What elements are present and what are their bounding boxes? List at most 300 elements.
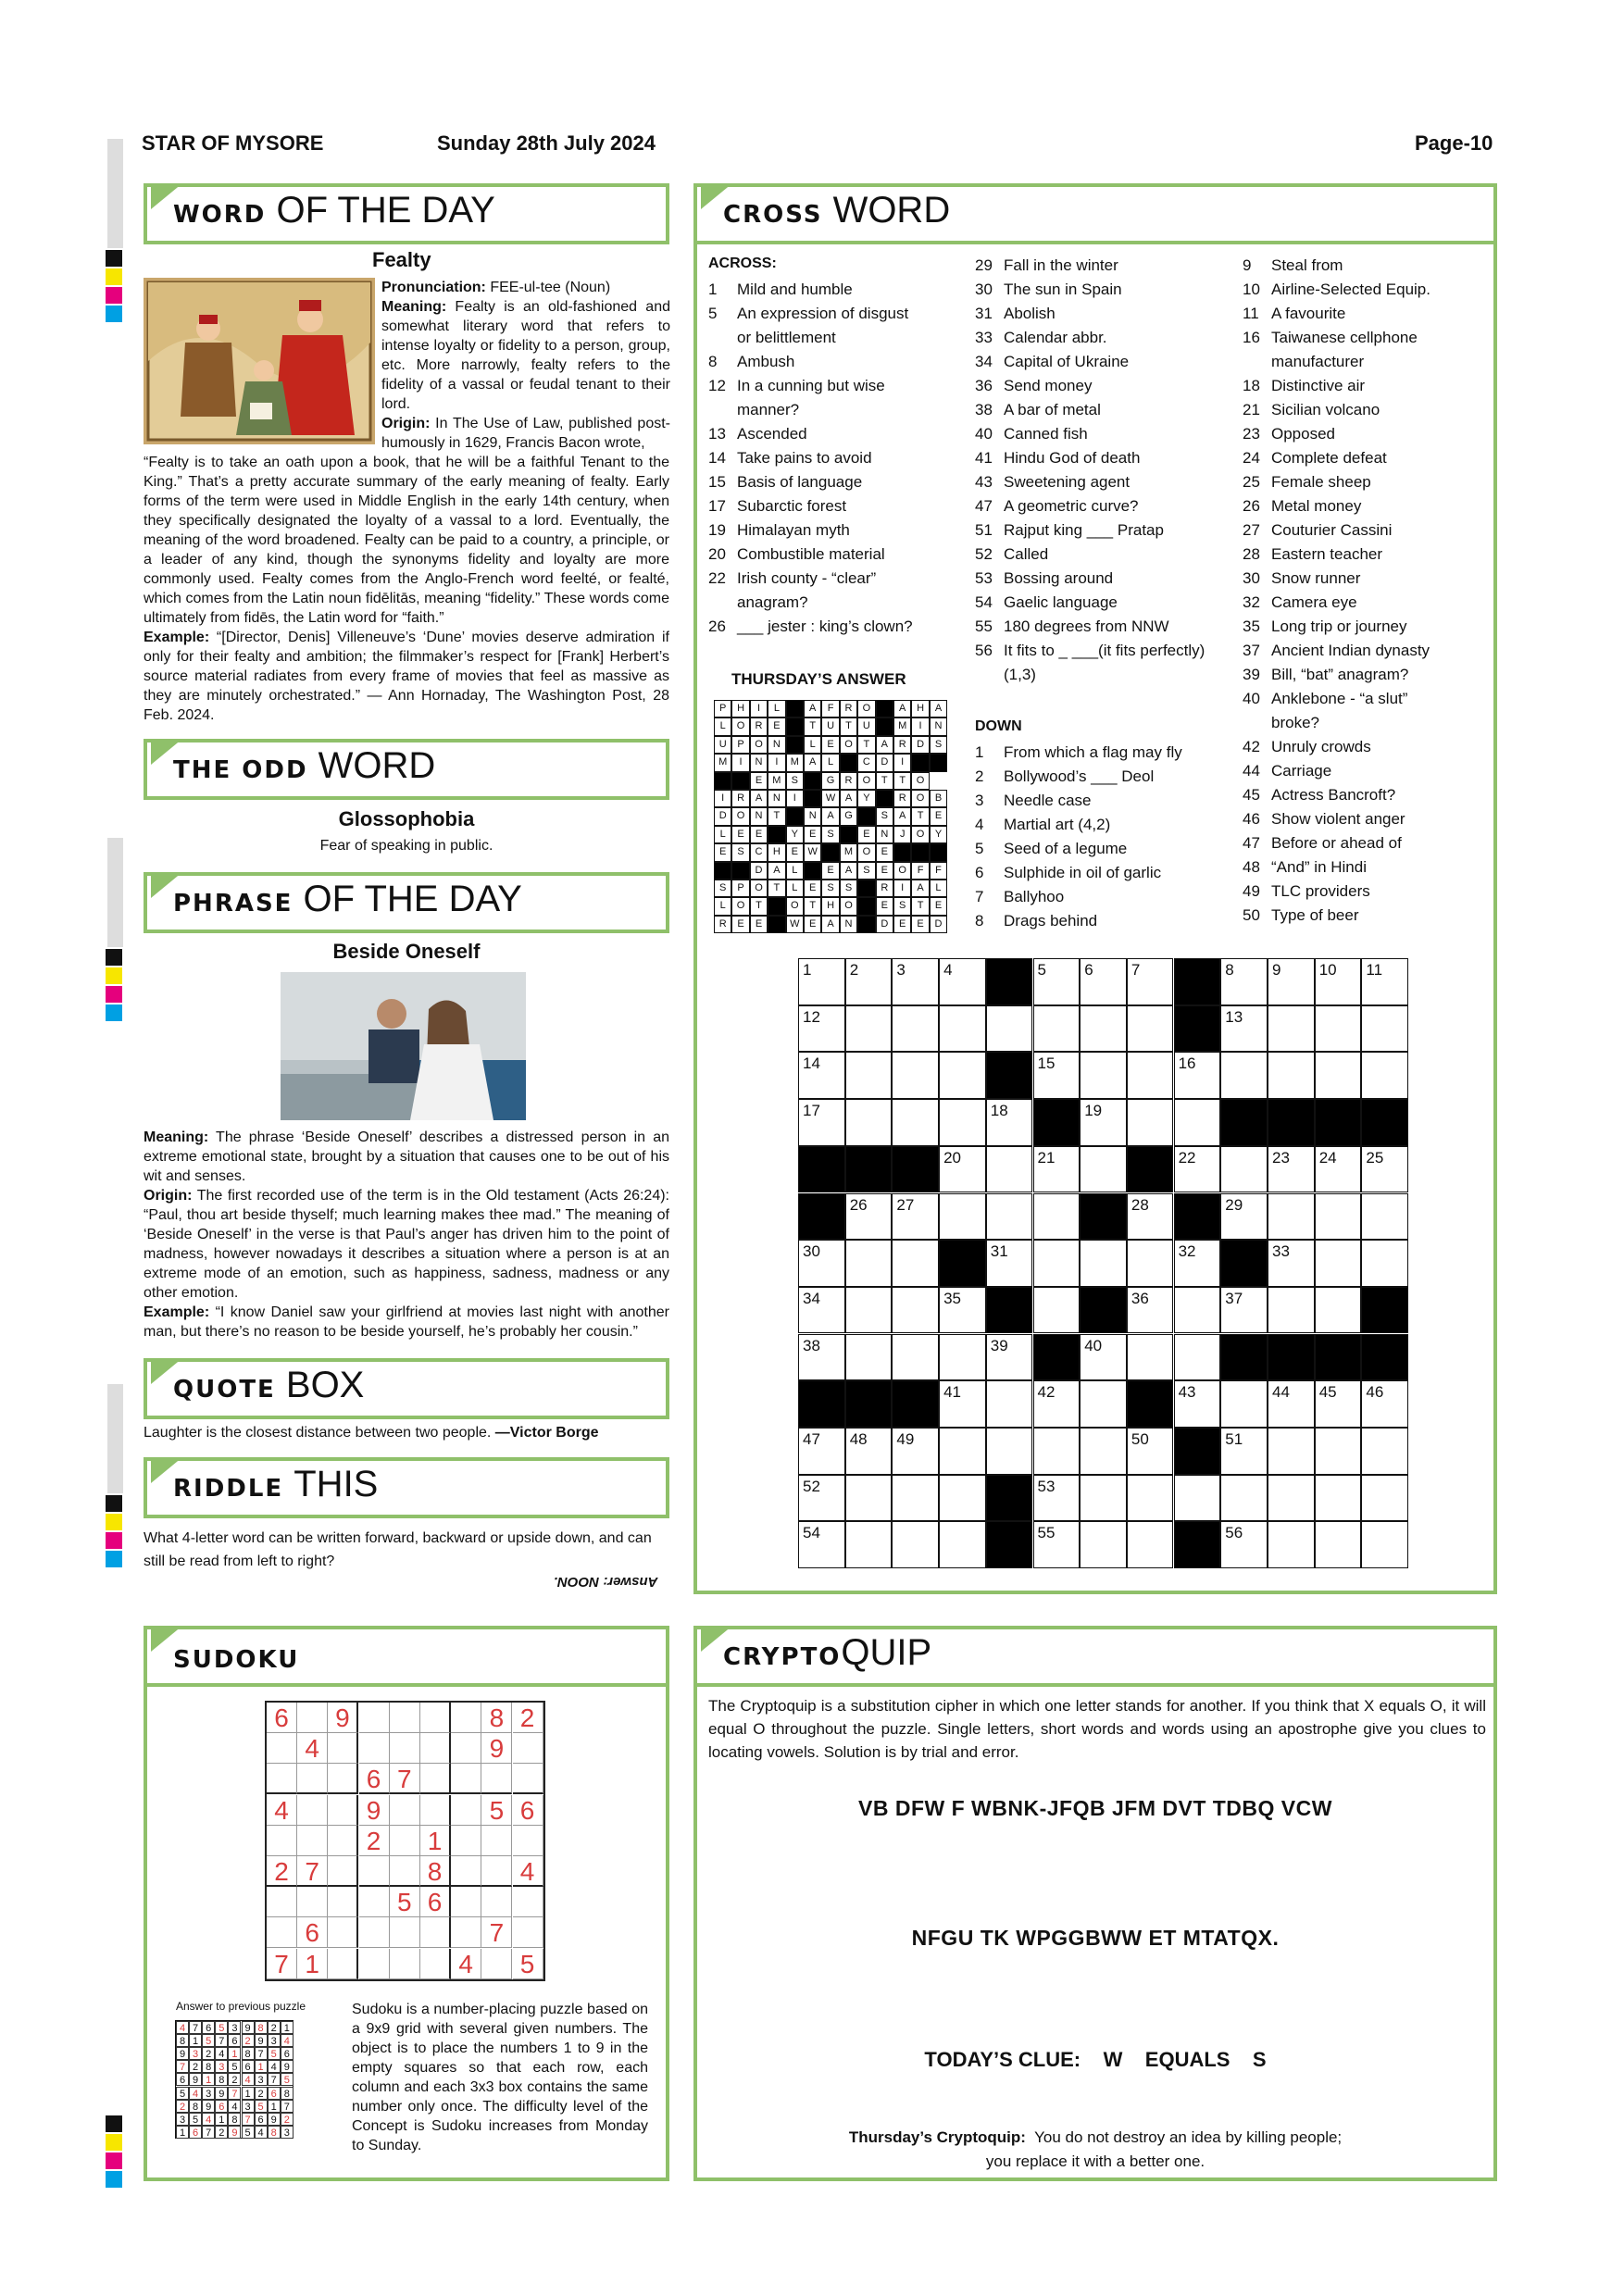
sudoku-cell[interactable] (420, 1764, 451, 1794)
clue-item: or belittlement (737, 329, 836, 346)
crossword-cell[interactable]: 47 (798, 1428, 845, 1475)
crossword-cell[interactable]: 51 (1220, 1428, 1268, 1475)
crossword-cell[interactable] (1268, 1428, 1315, 1475)
answer-cell: 1 (215, 2113, 228, 2126)
crossword-cell[interactable]: 13 (1220, 1005, 1268, 1053)
crossword-cell[interactable] (986, 1428, 1033, 1475)
crossword-cell[interactable]: 45 (1315, 1380, 1362, 1428)
crossword-cell[interactable] (1315, 1240, 1362, 1287)
crossword-cell[interactable] (1033, 1005, 1081, 1053)
sudoku-cell[interactable] (513, 1917, 543, 1948)
sudoku-cell[interactable] (328, 1917, 358, 1948)
mini-cell: O (857, 772, 875, 790)
crossword-black-cell (1033, 1099, 1081, 1146)
sudoku-cell[interactable]: 6 (420, 1887, 451, 1917)
sudoku-cell[interactable] (451, 1917, 481, 1948)
sudoku-cell[interactable]: 4 (297, 1733, 328, 1764)
crossword-cell[interactable] (1268, 1005, 1315, 1053)
clue-item: 28 Eastern teacher (1243, 545, 1383, 563)
sudoku-cell[interactable] (390, 1795, 420, 1826)
mini-cell: N (768, 736, 785, 754)
crossword-cell[interactable]: 23 (1268, 1146, 1315, 1193)
crossword-cell[interactable]: 19 (1080, 1099, 1127, 1146)
crossword-cell[interactable]: 4 (939, 958, 986, 1005)
clue-item: manner? (737, 401, 800, 418)
answer-cell: 8 (242, 2047, 255, 2060)
crossword-black-cell (939, 1240, 986, 1287)
crossword-cell[interactable]: 8 (1220, 958, 1268, 1005)
cryptoquip-clue: TODAY’S CLUE: W EQUALS S (924, 2048, 1267, 2071)
mini-black-cell (893, 843, 911, 861)
crossword-cell[interactable]: 21 (1033, 1146, 1081, 1193)
crossword-cell[interactable]: 56 (1220, 1521, 1268, 1568)
crossword-cell[interactable] (1220, 1475, 1268, 1522)
sudoku-cell[interactable] (420, 1949, 451, 1979)
clue-item: 17 Subarctic forest (708, 497, 847, 515)
crossword-cell[interactable]: 12 (798, 1005, 845, 1053)
clue-item: 8 Ambush (708, 353, 795, 370)
crossword-black-cell (1361, 1334, 1408, 1381)
crossword-cell[interactable] (1220, 1380, 1268, 1428)
sudoku-cell[interactable] (481, 1887, 512, 1917)
crossword-cell[interactable] (1174, 1287, 1221, 1334)
sudoku-cell[interactable] (451, 1703, 481, 1733)
crossword-cell[interactable]: 48 (845, 1428, 893, 1475)
clue-item: 25 Female sheep (1243, 473, 1371, 491)
crossword-cell[interactable]: 54 (798, 1521, 845, 1568)
crossword-cell[interactable] (1361, 1428, 1408, 1475)
clue-item: 14 Take pains to avoid (708, 449, 872, 467)
sudoku-cell[interactable] (513, 1764, 543, 1794)
sudoku-cell[interactable] (451, 1856, 481, 1887)
sudoku-cell[interactable] (359, 1949, 390, 1979)
sudoku-cell[interactable] (267, 1826, 297, 1856)
sudoku-cell[interactable]: 9 (481, 1733, 512, 1764)
sudoku-cell[interactable] (451, 1795, 481, 1826)
sudoku-cell[interactable]: 7 (267, 1949, 297, 1979)
sudoku-cell[interactable] (267, 1887, 297, 1917)
sudoku-cell[interactable] (390, 1949, 420, 1979)
clue-item: 30 The sun in Spain (975, 281, 1122, 298)
sudoku-cell[interactable]: 8 (420, 1856, 451, 1887)
sudoku-cell[interactable]: 6 (359, 1764, 390, 1794)
sudoku-cell[interactable] (328, 1949, 358, 1979)
crossword-cell[interactable]: 41 (939, 1380, 986, 1428)
crossword-cell[interactable] (1315, 1521, 1362, 1568)
sudoku-cell[interactable] (481, 1826, 512, 1856)
clue-item: 52 Called (975, 545, 1049, 563)
sudoku-cell[interactable]: 5 (481, 1795, 512, 1826)
crossword-cell[interactable]: 32 (1174, 1240, 1221, 1287)
crossword-cell[interactable] (845, 1521, 893, 1568)
sudoku-cell[interactable] (451, 1887, 481, 1917)
mini-black-cell (857, 897, 875, 915)
crossword-cell[interactable]: 7 (1127, 958, 1174, 1005)
quote-text: Laughter is the closest distance between two people. —Victor Borge (144, 1425, 599, 1441)
mini-cell: N (876, 826, 893, 843)
clue-item: 48 “And” in Hindi (1243, 858, 1367, 876)
crossword-cell[interactable] (892, 1287, 939, 1334)
crossword-cell[interactable] (1268, 1287, 1315, 1334)
crossword-cell[interactable] (892, 1240, 939, 1287)
crossword-cell[interactable]: 22 (1174, 1146, 1221, 1193)
sudoku-cell[interactable]: 4 (451, 1949, 481, 1979)
crossword-cell[interactable]: 43 (1174, 1380, 1221, 1428)
crossword-cell[interactable]: 14 (798, 1052, 845, 1099)
crossword-cell[interactable] (1080, 1521, 1127, 1568)
crossword-cell[interactable] (1127, 1099, 1174, 1146)
mini-cell: T (750, 897, 768, 915)
crossword-cell[interactable]: 15 (1033, 1052, 1081, 1099)
sudoku-cell[interactable] (420, 1917, 451, 1948)
sudoku-cell[interactable]: 8 (481, 1703, 512, 1733)
sudoku-cell[interactable] (420, 1733, 451, 1764)
mini-black-cell (714, 862, 731, 880)
crossword-cell[interactable] (892, 1475, 939, 1522)
sudoku-cell[interactable] (359, 1887, 390, 1917)
crossword-cell[interactable] (1174, 1475, 1221, 1522)
crossword-black-cell (1361, 1287, 1408, 1334)
sudoku-cell[interactable] (390, 1826, 420, 1856)
crossword-cell[interactable]: 1 (798, 958, 845, 1005)
mini-cell: R (750, 718, 768, 735)
crossword-cell[interactable] (892, 1521, 939, 1568)
mini-cell: M (840, 843, 857, 861)
crossword-cell[interactable] (1361, 1005, 1408, 1053)
sudoku-cell[interactable] (451, 1733, 481, 1764)
crossword-cell[interactable] (1127, 1475, 1174, 1522)
mini-cell: E (930, 807, 947, 825)
crossword-cell[interactable]: 42 (1033, 1380, 1081, 1428)
crossword-black-cell (1220, 1099, 1268, 1146)
answer-cell: 6 (189, 2126, 202, 2139)
crossword-cell[interactable]: 28 (1127, 1193, 1174, 1241)
mini-cell: U (714, 736, 731, 754)
crossword-cell[interactable]: 38 (798, 1334, 845, 1381)
mini-cell: I (768, 754, 785, 771)
crossword-cell[interactable] (1268, 1052, 1315, 1099)
sudoku-cell[interactable]: 4 (267, 1795, 297, 1826)
crossword-cell[interactable]: 33 (1268, 1240, 1315, 1287)
crossword-cell[interactable] (1080, 1052, 1127, 1099)
page-number: Page-10 (1415, 131, 1493, 155)
thursday-answer-heading: THURSDAY’S ANSWER (731, 670, 906, 688)
crossword-cell[interactable]: 27 (892, 1193, 939, 1241)
crossword-cell[interactable]: 40 (1080, 1334, 1127, 1381)
crossword-black-cell (1127, 1380, 1174, 1428)
sudoku-cell[interactable] (513, 1733, 543, 1764)
crossword-cell[interactable] (845, 1052, 893, 1099)
crossword-cell[interactable] (1080, 1475, 1127, 1522)
crossword-cell[interactable]: 6 (1080, 958, 1127, 1005)
crossword-cell[interactable] (892, 1334, 939, 1381)
crossword-cell[interactable] (1033, 1240, 1081, 1287)
crossword-cell[interactable] (892, 1052, 939, 1099)
cryptoquip-line-2: NFGU TK WPGGBWW ET MTATQX. (911, 1926, 1280, 1950)
crossword-cell[interactable] (845, 1005, 893, 1053)
crossword-cell[interactable]: 29 (1220, 1193, 1268, 1241)
sudoku-cell[interactable] (297, 1887, 328, 1917)
mini-black-cell (768, 826, 785, 843)
crossword-cell[interactable] (986, 1193, 1033, 1241)
sudoku-cell[interactable]: 6 (267, 1703, 297, 1733)
crossword-black-cell (1127, 1146, 1174, 1193)
crossword-cell[interactable]: 35 (939, 1287, 986, 1334)
sudoku-cell[interactable] (390, 1856, 420, 1887)
sudoku-cell[interactable] (359, 1917, 390, 1948)
sudoku-cell[interactable] (359, 1733, 390, 1764)
sudoku-cell[interactable] (267, 1917, 297, 1948)
mini-cell: N (804, 807, 821, 825)
answer-cell: 5 (228, 2060, 241, 2073)
clue-item: manufacturer (1271, 353, 1365, 370)
sudoku-cell[interactable] (328, 1826, 358, 1856)
crossword-black-cell (1174, 1005, 1221, 1053)
answer-cell: 6 (268, 2087, 281, 2100)
crossword-cell[interactable]: 2 (845, 958, 893, 1005)
crossword-cell[interactable] (939, 1005, 986, 1053)
clue-item: 1 Mild and humble (708, 281, 853, 298)
mini-black-cell (930, 754, 947, 771)
sudoku-cell[interactable]: 5 (390, 1887, 420, 1917)
crossword-cell[interactable]: 55 (1033, 1521, 1081, 1568)
sudoku-cell[interactable] (297, 1703, 328, 1733)
crossword-black-cell (1174, 1428, 1221, 1475)
crossword-cell[interactable] (845, 1334, 893, 1381)
mini-cell: M (786, 754, 804, 771)
mini-black-cell (857, 916, 875, 933)
sudoku-cell[interactable]: 2 (267, 1856, 297, 1887)
answer-cell: 1 (268, 2100, 281, 2113)
crossword-cell[interactable] (939, 1052, 986, 1099)
crossword-cell[interactable] (1361, 1521, 1408, 1568)
sudoku-cell[interactable] (390, 1703, 420, 1733)
crossword-cell[interactable]: 18 (986, 1099, 1033, 1146)
crossword-cell[interactable] (1080, 1146, 1127, 1193)
crossword-cell[interactable]: 16 (1174, 1052, 1221, 1099)
crossword-cell[interactable] (1315, 1052, 1362, 1099)
mini-black-cell (857, 880, 875, 897)
crossword-cell[interactable] (1361, 1240, 1408, 1287)
sudoku-cell[interactable]: 1 (420, 1826, 451, 1856)
crossword-cell[interactable] (1127, 1521, 1174, 1568)
margin-bar (107, 1384, 123, 1493)
crossword-cell[interactable] (845, 1475, 893, 1522)
crossword-cell[interactable] (939, 1428, 986, 1475)
mini-cell: L (714, 897, 731, 915)
crossword-cell[interactable] (1220, 1146, 1268, 1193)
crossword-cell[interactable] (845, 1099, 893, 1146)
sudoku-cell[interactable]: 1 (297, 1949, 328, 1979)
newspaper-name: STAR OF MYSORE (142, 131, 324, 155)
crossword-cell[interactable] (845, 1240, 893, 1287)
crossword-cell[interactable] (939, 1099, 986, 1146)
answer-cell: 3 (242, 2100, 255, 2113)
mini-cell: I (750, 700, 768, 718)
mini-cell: S (821, 826, 839, 843)
crossword-cell[interactable]: 50 (1127, 1428, 1174, 1475)
sudoku-cell[interactable] (513, 1887, 543, 1917)
crossword-cell[interactable] (1268, 1521, 1315, 1568)
crossword-cell[interactable] (1080, 1380, 1127, 1428)
crossword-cell[interactable]: 11 (1361, 958, 1408, 1005)
clue-item: 39 Bill, “bat” anagram? (1243, 666, 1409, 683)
crossword-cell[interactable] (1315, 1005, 1362, 1053)
crossword-cell[interactable] (1174, 1099, 1221, 1146)
sudoku-cell[interactable] (451, 1764, 481, 1794)
crossword-cell[interactable] (939, 1193, 986, 1241)
crossword-cell[interactable] (986, 1380, 1033, 1428)
sudoku-cell[interactable] (328, 1795, 358, 1826)
sudoku-cell[interactable]: 6 (513, 1795, 543, 1826)
crossword-cell[interactable] (1315, 1193, 1362, 1241)
crossword-cell[interactable] (1080, 1240, 1127, 1287)
mini-cell: O (911, 790, 929, 807)
sudoku-cell[interactable] (328, 1733, 358, 1764)
sudoku-cell[interactable] (481, 1949, 512, 1979)
crossword-cell[interactable]: 17 (798, 1099, 845, 1146)
sudoku-cell[interactable]: 7 (297, 1856, 328, 1887)
crossword-cell[interactable]: 39 (986, 1334, 1033, 1381)
sudoku-cell[interactable]: 5 (513, 1949, 543, 1979)
sudoku-cell[interactable]: 4 (513, 1856, 543, 1887)
sudoku-cell[interactable] (297, 1764, 328, 1794)
sudoku-cell[interactable]: 2 (513, 1703, 543, 1733)
mini-cell: O (750, 880, 768, 897)
answer-cell: 1 (189, 2034, 202, 2047)
crossword-cell[interactable]: 24 (1315, 1146, 1362, 1193)
crossword-cell[interactable] (1361, 1052, 1408, 1099)
crossword-cell[interactable] (1080, 1005, 1127, 1053)
crossword-cell[interactable] (1127, 1240, 1174, 1287)
sudoku-cell[interactable]: 9 (328, 1703, 358, 1733)
crossword-cell[interactable] (1033, 1193, 1081, 1241)
mini-black-cell (857, 807, 875, 825)
sudoku-cell[interactable] (267, 1764, 297, 1794)
crossword-cell[interactable]: 49 (892, 1428, 939, 1475)
crossword-cell[interactable]: 3 (892, 958, 939, 1005)
crossword-cell[interactable]: 20 (939, 1146, 986, 1193)
crossword-cell[interactable]: 53 (1033, 1475, 1081, 1522)
sudoku-cell[interactable] (328, 1887, 358, 1917)
sudoku-cell[interactable]: 6 (297, 1917, 328, 1948)
crossword-cell[interactable]: 9 (1268, 958, 1315, 1005)
answer-cell: 3 (215, 2060, 228, 2073)
sudoku-cell[interactable]: 9 (359, 1795, 390, 1826)
clue-item: anagram? (737, 593, 808, 611)
sudoku-grid[interactable] (265, 1701, 545, 1981)
sudoku-cell[interactable]: 2 (359, 1826, 390, 1856)
crossword-cell[interactable]: 34 (798, 1287, 845, 1334)
crossword-cell[interactable] (986, 1146, 1033, 1193)
sudoku-cell[interactable] (359, 1703, 390, 1733)
crossword-cell[interactable]: 52 (798, 1475, 845, 1522)
sudoku-cell[interactable] (390, 1917, 420, 1948)
crossword-cell[interactable] (892, 1099, 939, 1146)
crossword-cell[interactable]: 46 (1361, 1380, 1408, 1428)
crossword-cell[interactable]: 25 (1361, 1146, 1408, 1193)
sudoku-cell[interactable]: 7 (390, 1764, 420, 1794)
crossword-cell[interactable] (1127, 1005, 1174, 1053)
crossword-cell[interactable] (1361, 1475, 1408, 1522)
crossword-cell[interactable] (1315, 1475, 1362, 1522)
crossword-cell[interactable]: 36 (1127, 1287, 1174, 1334)
mini-cell: A (930, 700, 947, 718)
mini-cell: E (750, 826, 768, 843)
sudoku-cell[interactable] (451, 1826, 481, 1856)
crossword-cell[interactable] (939, 1334, 986, 1381)
sudoku-cell[interactable] (328, 1764, 358, 1794)
crossword-black-cell (1080, 1193, 1127, 1241)
sudoku-cell[interactable] (481, 1764, 512, 1794)
crossword-cell[interactable]: 44 (1268, 1380, 1315, 1428)
crossword-cell[interactable] (1268, 1475, 1315, 1522)
crossword-cell[interactable] (1033, 1428, 1081, 1475)
crossword-cell[interactable] (1268, 1193, 1315, 1241)
crossword-cell[interactable] (986, 1005, 1033, 1053)
crossword-cell[interactable] (1174, 1334, 1221, 1381)
sudoku-cell[interactable] (513, 1826, 543, 1856)
clue-item: 13 Ascended (708, 425, 807, 443)
answer-cell: 6 (176, 2073, 189, 2086)
crossword-cell[interactable] (939, 1475, 986, 1522)
crossword-grid[interactable] (798, 958, 1409, 1569)
sudoku-cell[interactable]: 7 (481, 1917, 512, 1948)
crossword-cell[interactable] (939, 1521, 986, 1568)
sudoku-cell[interactable] (420, 1703, 451, 1733)
crossword-cell[interactable] (1127, 1334, 1174, 1381)
crossword-cell[interactable]: 26 (845, 1193, 893, 1241)
mini-cell: N (930, 718, 947, 735)
sudoku-cell[interactable] (390, 1733, 420, 1764)
sudoku-cell[interactable] (420, 1795, 451, 1826)
crossword-cell[interactable] (1315, 1428, 1362, 1475)
answer-cell: 5 (242, 2126, 255, 2139)
mini-black-cell (786, 718, 804, 735)
crossword-cell[interactable]: 5 (1033, 958, 1081, 1005)
crossword-cell[interactable] (1080, 1428, 1127, 1475)
answer-cell: 6 (228, 2034, 241, 2047)
crossword-cell[interactable] (845, 1287, 893, 1334)
crossword-cell[interactable]: 10 (1315, 958, 1362, 1005)
clue-item: 24 Complete defeat (1243, 449, 1387, 467)
crossword-cell[interactable] (1315, 1287, 1362, 1334)
crossword-cell[interactable]: 37 (1220, 1287, 1268, 1334)
crossword-cell[interactable] (892, 1005, 939, 1053)
mini-cell: J (893, 826, 911, 843)
mini-black-cell (876, 700, 893, 718)
crossword-cell[interactable] (1127, 1052, 1174, 1099)
mini-cell: D (911, 736, 929, 754)
answer-cell: 4 (255, 2126, 268, 2139)
answer-cell: 3 (202, 2087, 215, 2100)
answer-cell: 9 (215, 2087, 228, 2100)
crossword-cell[interactable]: 30 (798, 1240, 845, 1287)
mini-cell: A (911, 880, 929, 897)
crossword-cell[interactable] (1361, 1193, 1408, 1241)
crossword-cell[interactable]: 31 (986, 1240, 1033, 1287)
sudoku-cell[interactable] (267, 1733, 297, 1764)
crossword-cell[interactable] (1220, 1052, 1268, 1099)
sudoku-cell[interactable] (297, 1826, 328, 1856)
mini-cell: A (840, 862, 857, 880)
mini-cell: D (876, 916, 893, 933)
sudoku-cell[interactable] (328, 1856, 358, 1887)
sudoku-cell[interactable] (297, 1795, 328, 1826)
sudoku-cell[interactable] (359, 1856, 390, 1887)
crossword-cell[interactable] (1033, 1287, 1081, 1334)
sudoku-cell[interactable] (481, 1856, 512, 1887)
